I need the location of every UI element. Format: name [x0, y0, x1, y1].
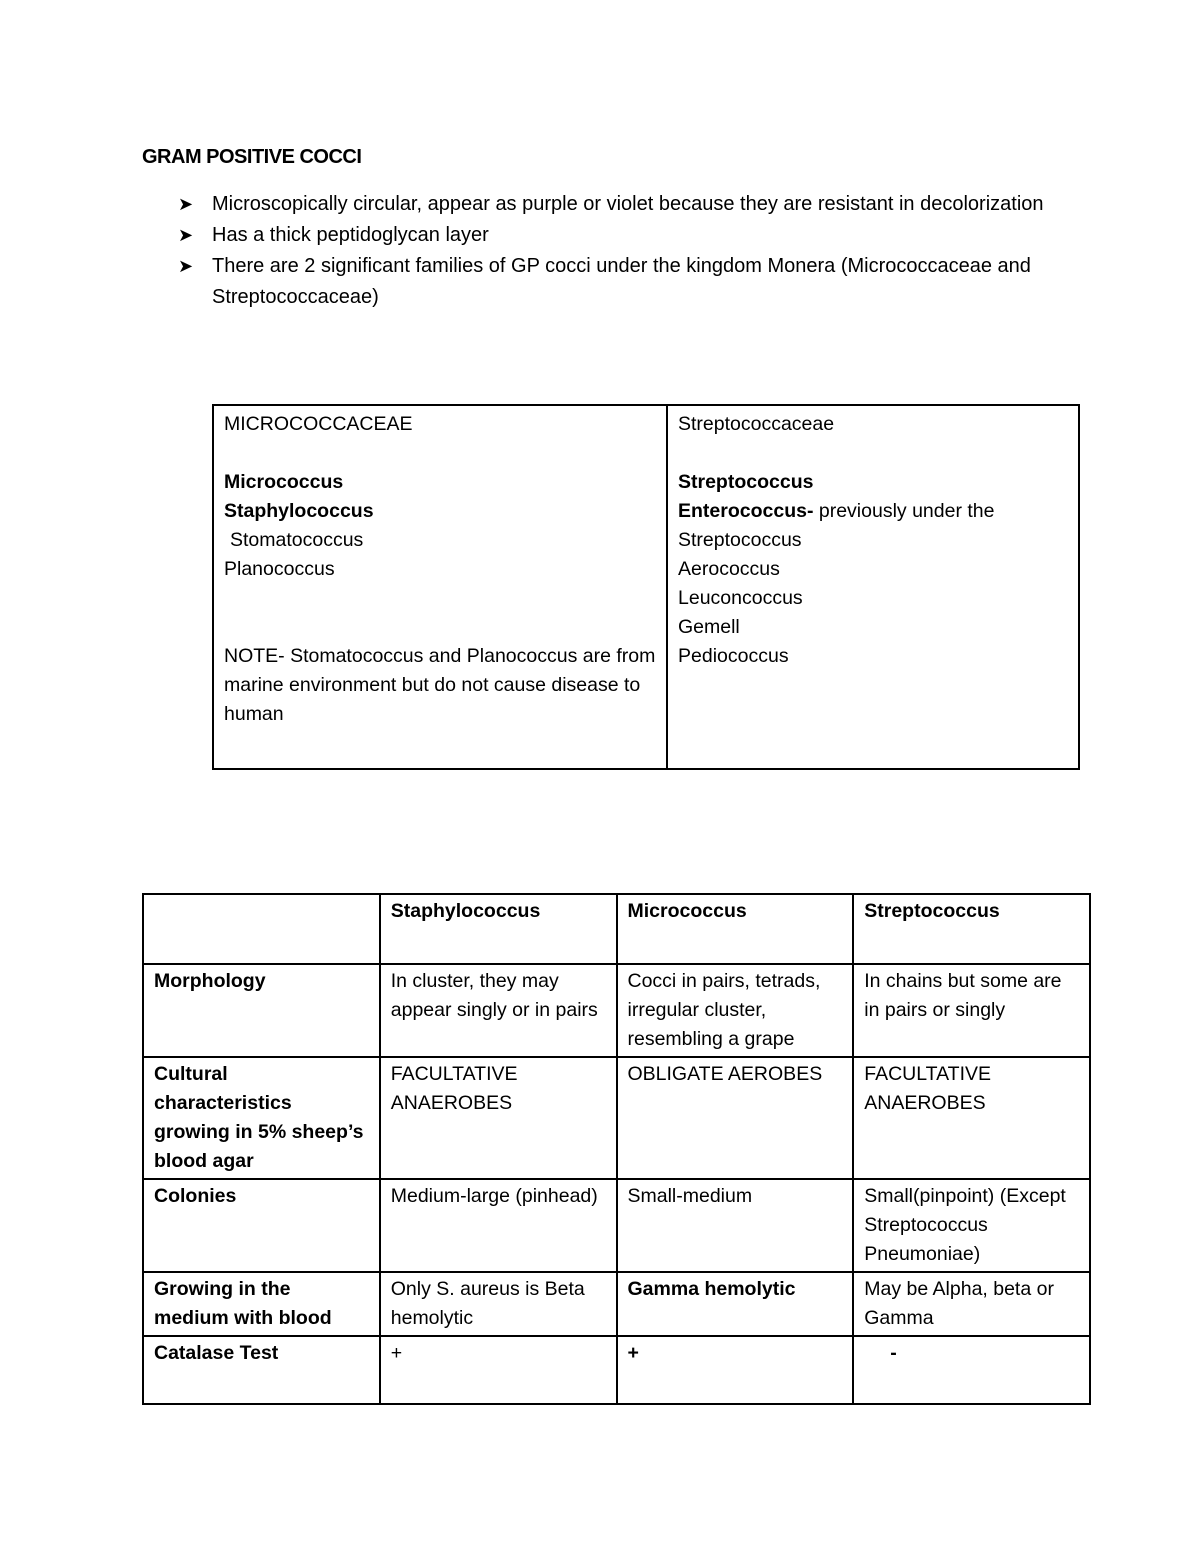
genus-item: Leuconcoccus [678, 587, 803, 609]
table-header-row [143, 894, 1090, 964]
arrow-bullet-icon: ➤ [178, 225, 194, 245]
streptococcaceae-cell [667, 405, 1079, 769]
bullet-item: ➤ There are 2 significant families of GP cocci under the kingdom Monera (Micrococcaceae and Streptococcaceae) [178, 251, 1078, 313]
genus-item: Pediococcus [678, 645, 789, 667]
genus-item: Streptococcus [678, 471, 814, 493]
genus-item: Planococcus [224, 558, 335, 580]
family-heading: MICROCOCCACEAE [224, 413, 413, 435]
table-row [143, 1272, 1090, 1336]
table-cell: OBLIGATE AEROBES [617, 1057, 854, 1179]
header-cell: Streptococcus [853, 894, 1090, 964]
micrococcaceae-cell [213, 405, 667, 769]
genus-item: Staphylococcus [224, 500, 374, 522]
table-cell: Only S. aureus is Beta hemolytic [380, 1272, 617, 1336]
header-cell: Micrococcus [617, 894, 854, 964]
row-label: Morphology [143, 964, 380, 1057]
genus-item: Aerococcus [678, 558, 780, 580]
families-table [212, 404, 1080, 770]
bullet-item: ➤ Microscopically circular, appear as purple or violet because they are resistant in decolorization [178, 189, 1078, 220]
table-cell: In chains but some are in pairs or singly [853, 964, 1090, 1057]
row-label: Growing in the medium with blood [143, 1272, 380, 1336]
table-cell: FACULTATIVE ANAEROBES [380, 1057, 617, 1179]
arrow-bullet-icon: ➤ [178, 256, 194, 276]
row-label: Colonies [143, 1179, 380, 1272]
genus-item: Gemell [678, 616, 740, 638]
page-title: GRAM POSITIVE COCCI [142, 146, 362, 168]
arrow-bullet-icon: ➤ [178, 194, 194, 214]
comparison-table [142, 893, 1091, 1405]
header-cell: Staphylococcus [380, 894, 617, 964]
bullet-list [178, 189, 1078, 313]
genus-item: Micrococcus [224, 471, 344, 493]
table-cell: + [380, 1336, 617, 1404]
header-cell [143, 894, 380, 964]
genus-item: Enterococcus- previously under the Streptococcus [678, 500, 995, 551]
table-cell: + [617, 1336, 854, 1404]
table-cell: May be Alpha, beta or Gamma [853, 1272, 1090, 1336]
row-label: Catalase Test [143, 1336, 380, 1404]
table-cell: Gamma hemolytic [617, 1272, 854, 1336]
family-heading: Streptococcaceae [678, 413, 835, 435]
table-cell: Small(pinpoint) (Except Streptococcus Pneumoniae) [853, 1179, 1090, 1272]
table-row [143, 1336, 1090, 1404]
table-row [143, 964, 1090, 1057]
genus-item: Stomatococcus [230, 529, 364, 551]
table-cell: Small-medium [617, 1179, 854, 1272]
table-cell: Medium-large (pinhead) [380, 1179, 617, 1272]
table-cell: Cocci in pairs, tetrads, irregular cluster, resembling a grape [617, 964, 854, 1057]
table-row [143, 1179, 1090, 1272]
bullet-item: ➤ Has a thick peptidoglycan layer [178, 220, 1078, 251]
family-note: NOTE- Stomatococcus and Planococcus are from marine environment but do not cause disease to human [224, 645, 656, 725]
table-cell: In cluster, they may appear singly or in pairs [380, 964, 617, 1057]
table-cell: - [853, 1336, 1090, 1404]
row-label: Cultural characteristics growing in 5% sheep’s blood agar [143, 1057, 380, 1179]
table-cell: FACULTATIVE ANAEROBES [853, 1057, 1090, 1179]
table-row [143, 1057, 1090, 1179]
